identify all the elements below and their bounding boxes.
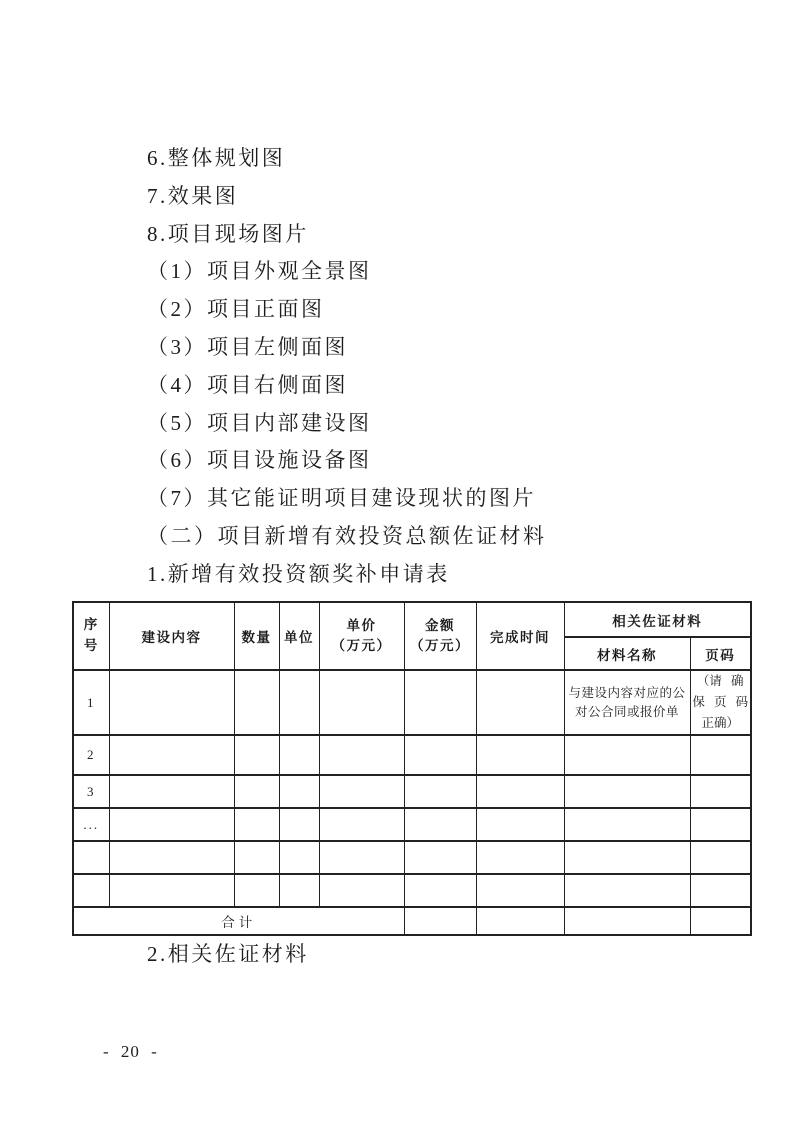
empty-cell (319, 735, 404, 775)
col-header-unit-price-line2: （万元） (331, 638, 392, 653)
list-item-p4: （4）项目右侧面图 (147, 372, 348, 397)
list-item-p1: （1）项目外观全景图 (147, 259, 372, 284)
empty-cell (690, 874, 751, 907)
empty-cell (564, 874, 690, 907)
page-no-note-cell (690, 670, 751, 735)
list-item-6: 6.整体规划图 (147, 146, 286, 170)
empty-cell (109, 775, 234, 808)
empty-cell (476, 735, 564, 775)
col-header-evidence-group: 相关佐证材料 (564, 602, 751, 637)
page-no-note-line3: 正确） (701, 716, 739, 730)
seq-cell: 1 (73, 670, 109, 735)
col-header-unit-price (319, 602, 404, 670)
empty-cell (234, 735, 279, 775)
empty-cell (234, 775, 279, 808)
empty-cell (234, 670, 279, 735)
list-item-8: 8.项目现场图片 (147, 221, 309, 246)
col-header-quantity: 数量 (234, 602, 279, 670)
empty-cell (476, 808, 564, 841)
list-item-section-2: （二）项目新增有效投资总额佐证材料 (147, 523, 547, 548)
empty-cell (404, 808, 476, 841)
empty-cell (564, 808, 690, 841)
table-row-blank-1 (73, 841, 751, 874)
empty-cell (564, 907, 690, 935)
empty-cell (279, 808, 319, 841)
empty-cell (234, 808, 279, 841)
empty-cell (279, 874, 319, 907)
empty-cell (109, 808, 234, 841)
empty-cell (279, 735, 319, 775)
empty-cell (404, 735, 476, 775)
empty-cell (564, 775, 690, 808)
empty-cell (476, 907, 564, 935)
page-no-note-line2: 保 页 码 (692, 695, 749, 709)
col-header-page-no: 页码 (690, 637, 751, 670)
empty-cell (279, 670, 319, 735)
empty-cell (404, 874, 476, 907)
table-row-3 (73, 775, 751, 808)
col-header-amount-line1: 金额 (425, 618, 455, 634)
col-header-amount-line2: （万元） (410, 638, 470, 653)
col-header-amount (404, 602, 476, 670)
investment-application-table (72, 601, 752, 936)
material-name-line1: 与建设内容对应的公 (568, 686, 686, 701)
empty-cell (564, 841, 690, 874)
empty-cell (109, 735, 234, 775)
empty-cell (476, 775, 564, 808)
empty-cell (564, 735, 690, 775)
empty-cell (319, 670, 404, 735)
empty-cell (319, 841, 404, 874)
list-item-p3: （3）项目左侧面图 (147, 334, 348, 359)
seq-cell (73, 874, 109, 907)
col-header-seq (73, 602, 109, 670)
empty-cell (319, 874, 404, 907)
list-item-p6: （6）项目设施设备图 (147, 448, 372, 473)
list-item-subsection-1: 1.新增有效投资额奖补申请表 (147, 561, 450, 586)
empty-cell (279, 841, 319, 874)
empty-cell (109, 874, 234, 907)
material-name-line2: 对公合同或报价单 (574, 704, 679, 719)
col-header-unit-price-line1: 单价 (346, 618, 377, 634)
seq-cell (73, 841, 109, 874)
col-header-seq-label: 序号 (83, 617, 99, 653)
empty-cell (690, 735, 751, 775)
header-row-top (73, 602, 751, 637)
empty-cell (690, 775, 751, 808)
empty-cell (404, 670, 476, 735)
empty-cell (319, 808, 404, 841)
table-row-total (73, 907, 751, 935)
empty-cell (234, 841, 279, 874)
seq-cell: 2 (73, 735, 109, 775)
empty-cell (319, 775, 404, 808)
col-header-material-name: 材料名称 (564, 637, 690, 670)
empty-cell (476, 841, 564, 874)
list-item-p7: （7）其它能证明项目建设现状的图片 (147, 486, 536, 511)
empty-cell (404, 907, 476, 935)
empty-cell (404, 841, 476, 874)
section-2-heading: 2.相关佐证材料 (147, 942, 309, 966)
empty-cell (109, 670, 234, 735)
material-name-cell (564, 670, 690, 735)
page-no-note-line1: （请 确 (696, 674, 744, 688)
empty-cell (404, 775, 476, 808)
empty-cell (109, 841, 234, 874)
table-row-1 (73, 670, 751, 735)
col-header-completion-time: 完成时间 (476, 602, 564, 670)
empty-cell (476, 874, 564, 907)
seq-cell: ... (73, 808, 109, 841)
outline-list (147, 140, 547, 594)
page-number: - 20 - (103, 1042, 158, 1061)
table-row-blank-2 (73, 874, 751, 907)
list-item-p2: （2）项目正面图 (147, 297, 325, 322)
empty-cell (476, 670, 564, 735)
empty-cell (279, 775, 319, 808)
empty-cell (690, 808, 751, 841)
list-item-p5: （5）项目内部建设图 (147, 410, 372, 435)
col-header-unit: 单位 (279, 602, 319, 670)
col-header-content: 建设内容 (109, 602, 234, 670)
table-row-ellipsis (73, 808, 751, 841)
empty-cell (690, 841, 751, 874)
total-label-cell: 合计 (73, 907, 404, 935)
table-row-2 (73, 735, 751, 775)
seq-cell: 3 (73, 775, 109, 808)
list-item-7: 7.效果图 (147, 183, 239, 208)
empty-cell (234, 874, 279, 907)
empty-cell (690, 907, 751, 935)
